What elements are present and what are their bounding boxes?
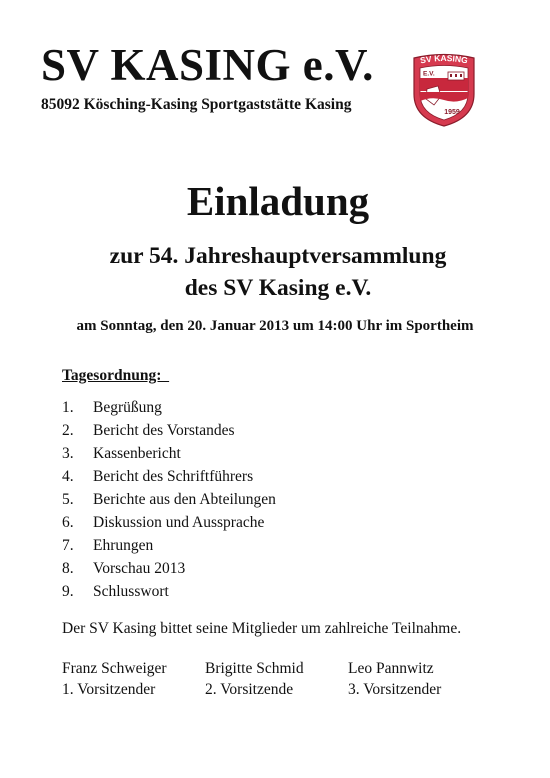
agenda-item-number: 8.: [62, 560, 74, 577]
agenda-item: [62, 534, 276, 557]
agenda-item-text: Ehrungen: [93, 537, 154, 554]
agenda-heading: Tagesordnung:: [62, 367, 170, 384]
agenda-item-number: 6.: [62, 514, 74, 531]
agenda-item: [62, 465, 276, 488]
agenda-item: [62, 580, 276, 603]
agenda-item: [62, 557, 276, 580]
agenda-item-text: Diskussion und Aussprache: [93, 514, 265, 531]
signer-name: Brigitte Schmid: [205, 660, 304, 677]
agenda-item-number: 2.: [62, 422, 74, 439]
signer-role: 3. Vorsitzender: [348, 681, 442, 698]
agenda-item-text: Kassenbericht: [93, 445, 181, 462]
signature-block-first: [62, 658, 167, 700]
signer-role: 2. Vorsitzende: [205, 681, 294, 698]
agenda-item-text: Berichte aus den Abteilungen: [93, 491, 276, 508]
agenda-item-number: 9.: [62, 583, 74, 600]
agenda-item-number: 1.: [62, 399, 74, 416]
agenda-item: [62, 511, 276, 534]
agenda-item-text: Bericht des Vorstandes: [93, 422, 235, 439]
signer-name: Leo Pannwitz: [348, 660, 434, 677]
agenda-item: [62, 442, 276, 465]
invitation-title: Einladung: [186, 178, 370, 224]
closing-text: Der SV Kasing bittet seine Mitglieder um zahlreiche Teilnahme.: [62, 620, 462, 637]
agenda-item-text: Begrüßung: [93, 399, 162, 416]
invitation-subtitle-line2: des SV Kasing e.V.: [184, 275, 372, 301]
agenda-item: [62, 488, 276, 511]
signer-name: Franz Schweiger: [62, 660, 167, 677]
agenda-item-number: 3.: [62, 445, 74, 462]
agenda-item-text: Schlusswort: [93, 583, 169, 600]
signer-role: 1. Vorsitzender: [62, 681, 156, 698]
logo-left-text: E.V.: [423, 70, 435, 78]
agenda-item-text: Vorschau 2013: [93, 560, 186, 577]
agenda-item-number: 4.: [62, 468, 74, 485]
signature-block-third: [348, 658, 441, 700]
agenda-item: [62, 419, 276, 442]
agenda-item: [62, 396, 276, 419]
agenda-list: [62, 396, 276, 603]
invitation-subtitle-line1: zur 54. Jahreshauptversammlung: [109, 243, 447, 269]
club-name: SV KASING e.V.: [41, 40, 374, 90]
logo-year: 1959: [444, 109, 460, 116]
meeting-date-line: am Sonntag, den 20. Januar 2013 um 14:00 Uhr im Sportheim: [76, 318, 474, 334]
logo-top-text: SV KASING: [419, 52, 469, 66]
agenda-item-number: 5.: [62, 491, 74, 508]
club-logo: [410, 52, 478, 128]
signature-block-second: [205, 658, 304, 700]
club-address: 85092 Kösching-Kasing Sportgaststätte Kasing: [41, 96, 352, 113]
agenda-item-number: 7.: [62, 537, 74, 554]
agenda-item-text: Bericht des Schriftführers: [93, 468, 254, 485]
